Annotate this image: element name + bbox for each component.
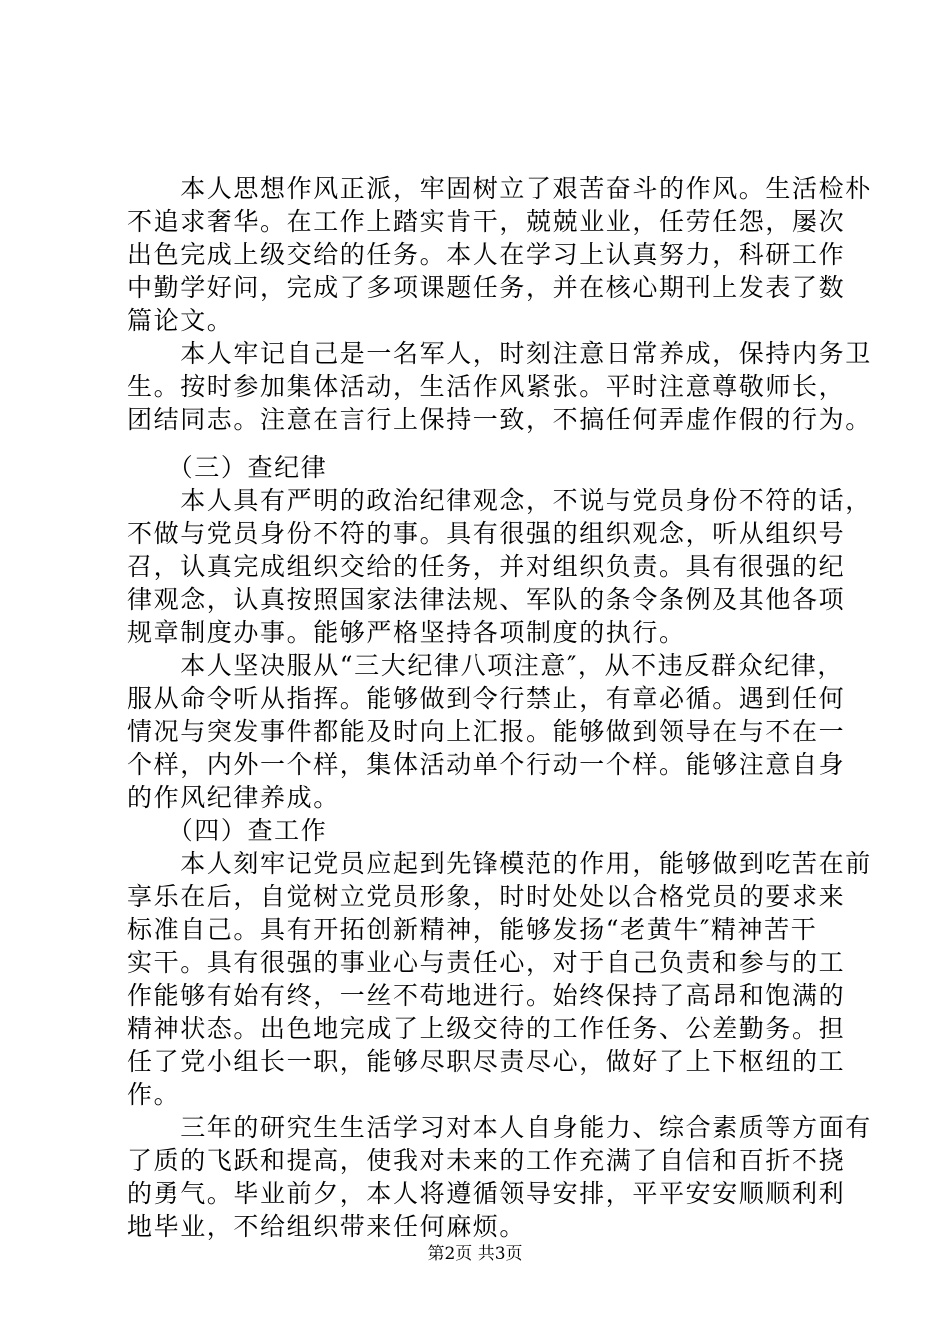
- text-line: 不追求奢华。在工作上踏实肯干，兢兢业业，任劳任怨，屡次: [127, 207, 846, 236]
- text-line: 本人坚决服从“三大纪律八项注意″，从不违反群众纪律，: [127, 651, 844, 680]
- text-line: 任了党小组长一职，能够尽职尽责尽心，做好了上下枢纽的工: [127, 1047, 846, 1076]
- text-line: 召，认真完成组织交给的任务，并对组织负责。具有很强的纪: [127, 552, 846, 581]
- text-line: 地毕业，不给组织带来任何麻烦。: [127, 1212, 527, 1241]
- text-line: 不做与党员身份不符的事。具有很强的组织观念，听从组织号: [127, 519, 846, 548]
- text-line: 的勇气。毕业前夕，本人将遵循领导安排，平平安安顺顺利利: [127, 1179, 846, 1208]
- text-line: 标准自己。具有开拓创新精神，能够发扬“老黄牛″精神苦干: [127, 915, 818, 944]
- text-line: 规章制度办事。能够严格坚持各项制度的执行。: [127, 618, 686, 647]
- text-line: 服从命令听从指挥。能够做到令行禁止，有章必循。遇到任何: [127, 684, 846, 713]
- text-line: 本人思想作风正派，牢固树立了艰苦奋斗的作风。生活检朴: [127, 174, 872, 203]
- text-line: 了质的飞跃和提高，使我对未来的工作充满了自信和百折不挠: [127, 1146, 846, 1175]
- text-line: 本人具有严明的政治纪律观念，不说与党员身份不符的话，: [127, 486, 872, 515]
- section-heading: （四）查工作: [127, 816, 328, 845]
- text-line: 本人刻牢记党员应起到先锋模范的作用，能够做到吃苦在前: [127, 849, 872, 878]
- text-line: 篇论文。: [127, 306, 234, 335]
- text-line: 作能够有始有终，一丝不苟地进行。始终保持了高昂和饱满的: [127, 981, 846, 1010]
- text-line: 的作风纪律养成。: [127, 783, 340, 812]
- text-line: 生。按时参加集体活动，生活作风紧张。平时注意尊敬师长，: [127, 372, 846, 401]
- text-line: 精神状态。出色地完成了上级交待的工作任务、公差勤务。担: [127, 1014, 846, 1043]
- text-line: 享乐在后，自觉树立党员形象，时时处处以合格党员的要求来: [127, 882, 846, 911]
- text-line: 三年的研究生生活学习对本人自身能力、综合素质等方面有: [127, 1113, 872, 1142]
- text-line: 律观念，认真按照国家法律法规、军队的条令条例及其他各项: [127, 585, 846, 614]
- text-line: 作。: [127, 1080, 181, 1109]
- text-line: 团结同志。注意在言行上保持一致，不搞任何弄虚作假的行为。: [127, 405, 872, 434]
- text-line: 中勤学好问，完成了多项课题任务，并在核心期刊上发表了数: [127, 273, 846, 302]
- text-line: 个样，内外一个样，集体活动单个行动一个样。能够注意自身: [127, 750, 846, 779]
- text-line: 出色完成上级交给的任务。本人在学习上认真努力，科研工作: [127, 240, 846, 269]
- text-line: 本人牢记自己是一名军人，时刻注意日常养成，保持内务卫: [127, 339, 872, 368]
- text-line: 情况与突发事件都能及时向上汇报。能够做到领导在与不在一: [127, 717, 846, 746]
- page-footer: 第2页 共3页: [427, 1244, 523, 1264]
- section-heading: （三）查纪律: [127, 453, 328, 482]
- text-line: 实干。具有很强的事业心与责任心，对于自己负责和参与的工: [127, 948, 846, 977]
